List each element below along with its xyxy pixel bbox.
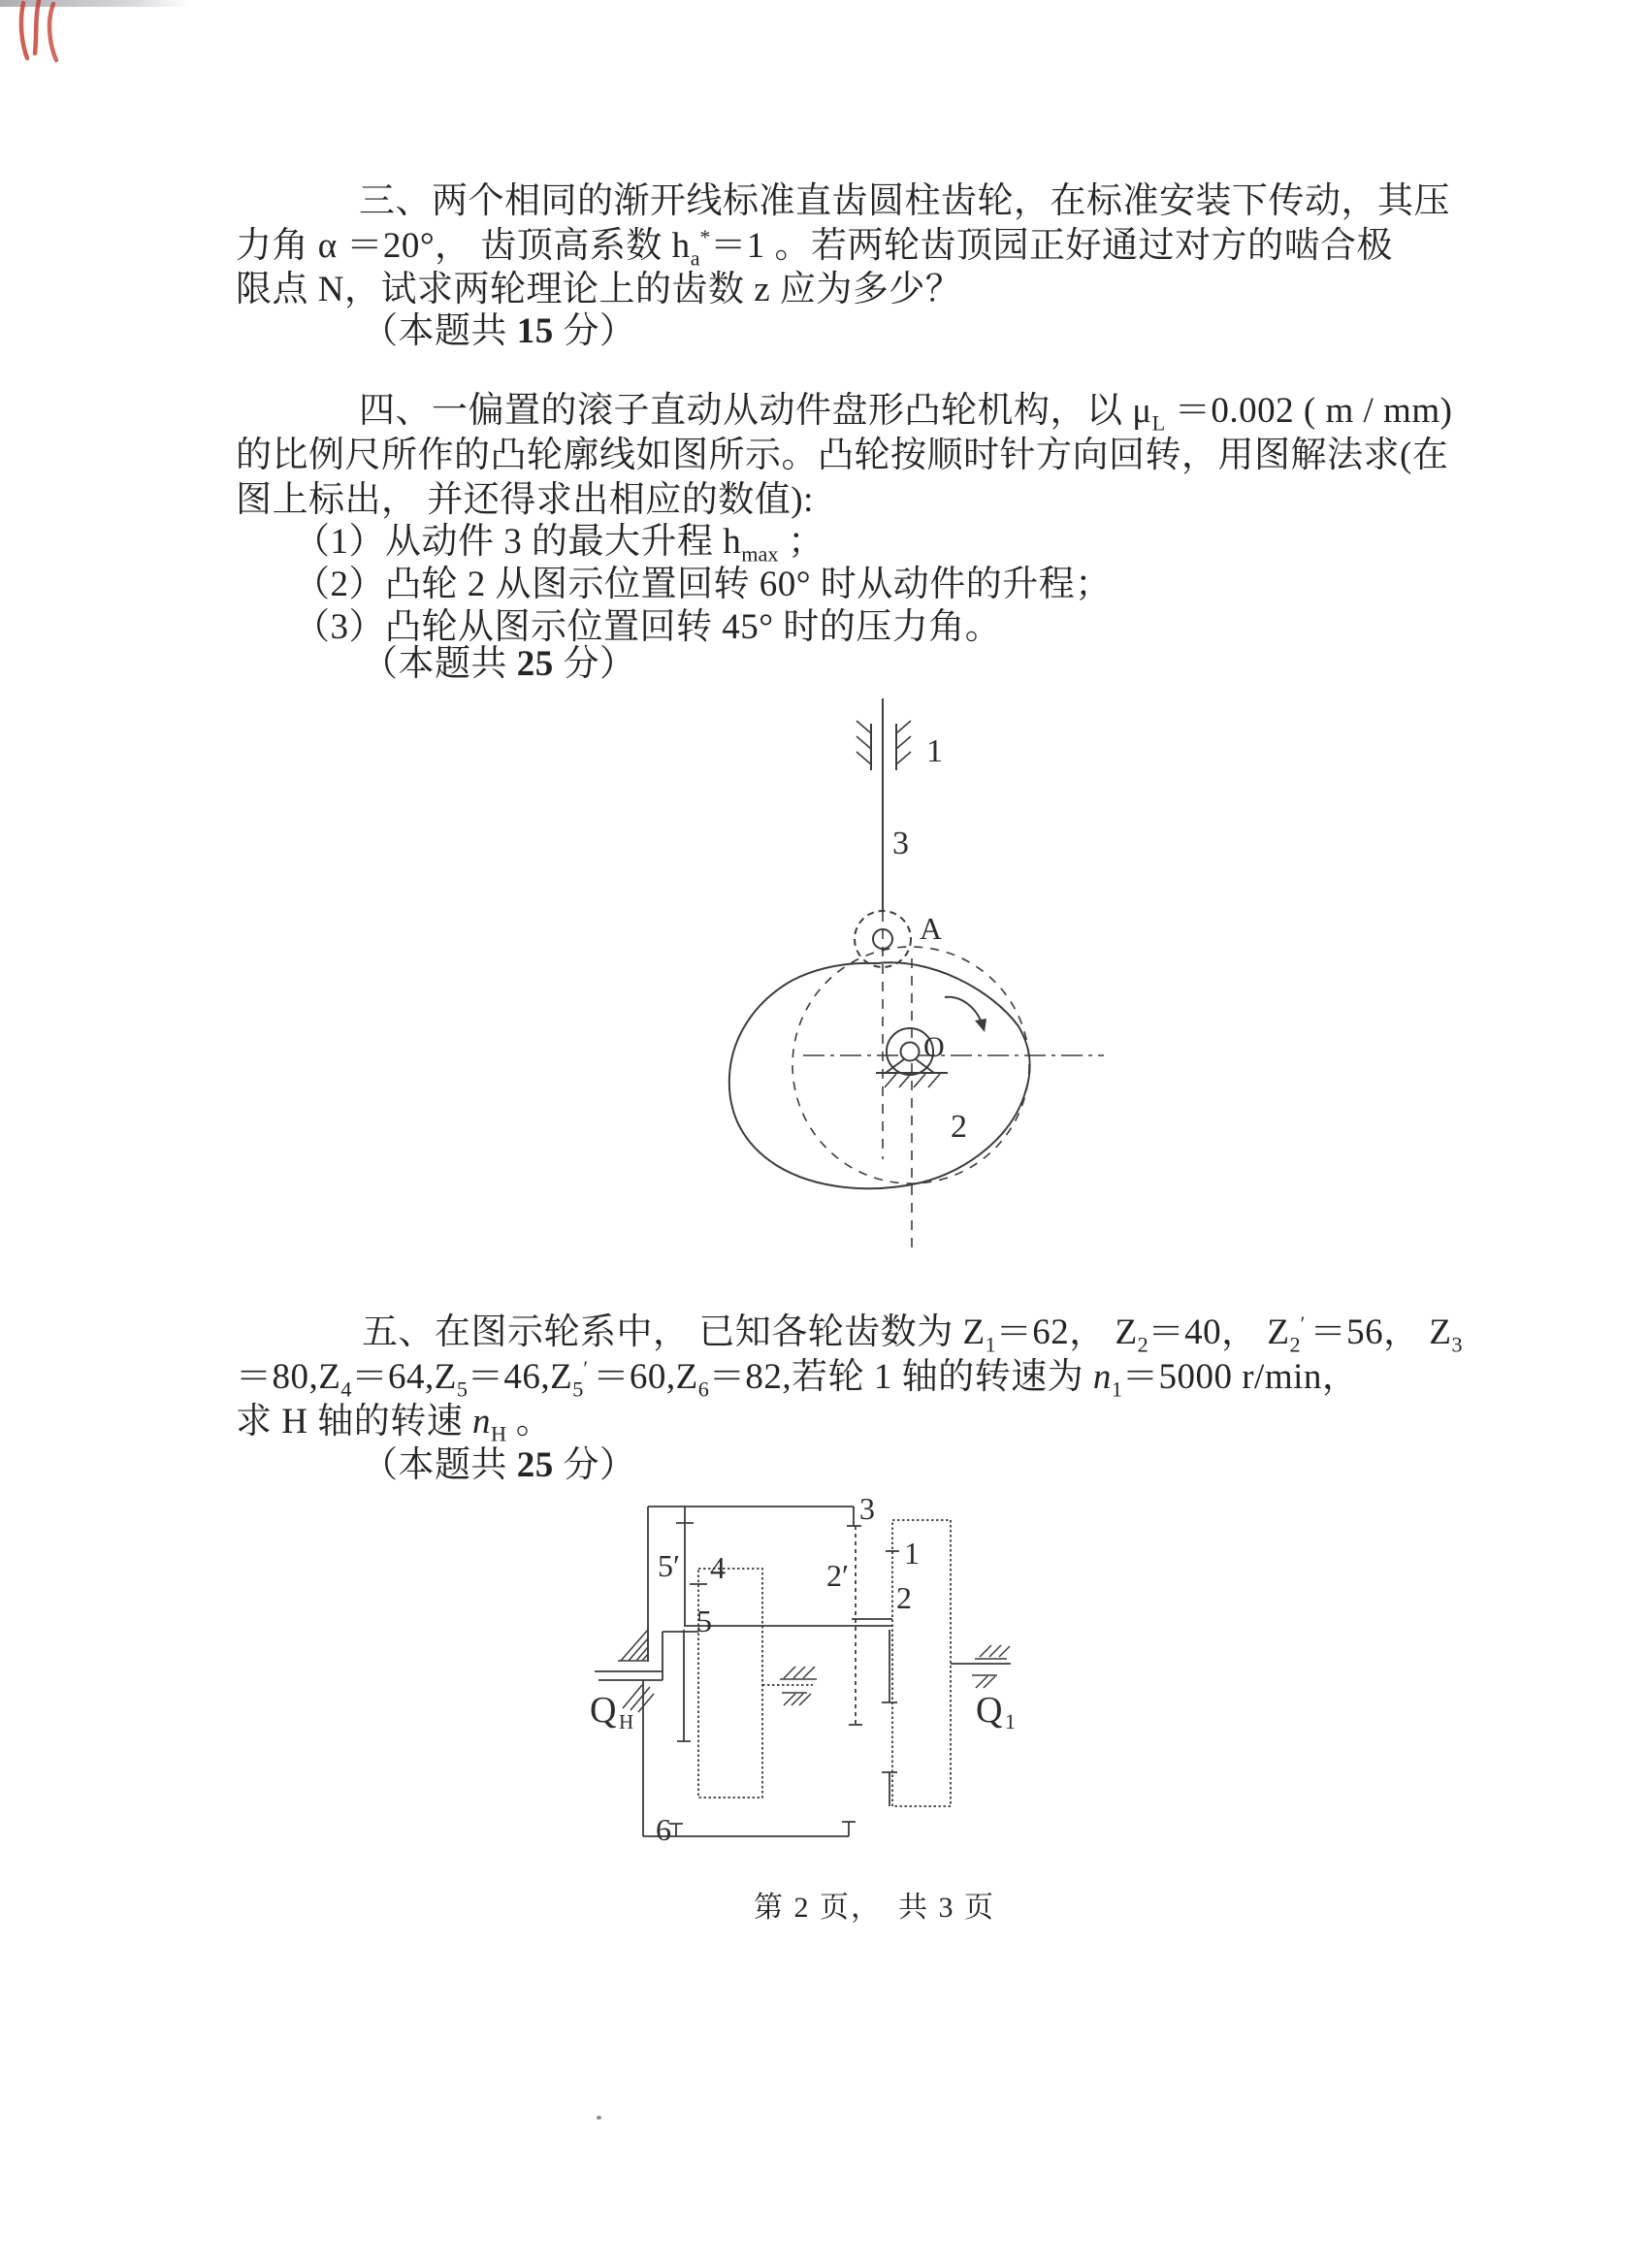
q4-item-3: （3）凸轮从图示位置回转 45° 时的压力角。 <box>294 607 1002 647</box>
gear-block-inner-t <box>882 1772 897 1806</box>
label-gear-5: 5 <box>696 1604 712 1638</box>
label-rod: 3 <box>892 826 909 861</box>
q4-item-2: （2）凸轮 2 从图示位置回转 60° 时从动件的升程； <box>294 565 1112 604</box>
gear-6-line <box>669 1824 683 1836</box>
label-cam: 2 <box>951 1109 967 1145</box>
label-gear-1: 1 <box>904 1536 920 1571</box>
q5-line-1: 五、在图示轮系中， 已知各轮齿数为 $Z_1=62$， $Z_2=40$， $Z_2' =56$， $Z_3$ <box>362 1312 1463 1357</box>
q5-line-2: $=80,Z_4=64,Z_5=46,Z_5' =60,Z_6=82$,若轮 1 轴的转速为 $n_1=5000$ r/min， <box>236 1356 1359 1402</box>
label-gear-5p: 5′ <box>658 1548 680 1583</box>
page-footer: 第 2 页， 共 3 页 <box>754 1892 995 1924</box>
scan-speck <box>597 2116 601 2120</box>
label-shaft-QH-sub: H <box>619 1710 634 1733</box>
label-gear-3: 3 <box>859 1491 875 1526</box>
red-stroke <box>35 1 39 53</box>
label-gear-2p: 2′ <box>826 1558 849 1593</box>
q4-score: （本题共 25 分） <box>362 644 636 684</box>
q4-line-2: 的比例尺所作的凸轮廓线如图所示。凸轮按顺时针方向回转，用图解法求(在 <box>236 436 1449 475</box>
q3-line-3: 限点 N，试求两轮理论上的齿数 z 应为多少？ <box>236 270 962 309</box>
left-ground-upper-hatching <box>618 1627 648 1661</box>
q5-line-3: 求 H 轴的转速 $n_H$ 。 <box>236 1402 553 1446</box>
q3-score: （本题共 15 分） <box>362 311 636 351</box>
mid-ground-symbol <box>780 1667 817 1705</box>
frame-bottom-left <box>643 1680 849 1836</box>
red-pen-marks <box>10 0 107 73</box>
right-ground-symbol <box>972 1645 1010 1688</box>
label-gear-4: 4 <box>710 1550 726 1585</box>
rotation-arrowhead <box>975 1019 986 1032</box>
gear-5-line <box>677 1630 691 1741</box>
label-shaft-QH: Q <box>590 1690 617 1731</box>
label-gear-6: 6 <box>656 1812 671 1847</box>
cam-pin <box>901 1043 920 1061</box>
q4-line-1: 四、一偏置的滚子直动从动件盘形凸轮机构，以 $\mu_L =0.002$ ( m / mm) <box>359 391 1453 436</box>
left-ground-lower-hatching <box>623 1685 654 1712</box>
cam-profile <box>729 962 1030 1188</box>
gear-1-2-block <box>892 1520 951 1806</box>
label-shaft-Q1: Q <box>976 1690 1003 1731</box>
q3-line-2: 力角 α ＝20°， 齿顶高系数 $h_a^*=1$ 。若两轮齿顶园正好通过对方的啮合极 <box>236 225 1394 271</box>
main-axis <box>684 1619 892 1626</box>
cam-mechanism-figure <box>543 669 1145 1300</box>
pitch-circle-dashed <box>792 947 1029 1183</box>
label-guide: 1 <box>926 733 943 769</box>
label-gear-2: 2 <box>896 1580 912 1615</box>
q5-score: （本题共 25 分） <box>362 1445 636 1485</box>
bottom-right-t <box>842 1822 856 1836</box>
q4-item-1: （1）从动件 3 的最大升程 $h_{max}$ ； <box>294 522 824 567</box>
frame-top-left <box>648 1507 854 1662</box>
q3-line-1: 三、两个相同的渐开线标准直齿圆柱齿轮，在标准安装下传动，其压 <box>359 181 1450 221</box>
red-stroke <box>21 3 27 58</box>
gear-train-figure <box>563 1484 1145 1872</box>
gear-2-line <box>882 1630 897 1702</box>
q4-line-3: 图上标出， 并还得求出相应的数值): <box>236 480 814 520</box>
label-cam-center: O <box>923 1031 945 1063</box>
label-roller: A <box>920 911 943 946</box>
label-shaft-Q1-sub: 1 <box>1005 1709 1016 1733</box>
red-stroke <box>49 4 56 60</box>
